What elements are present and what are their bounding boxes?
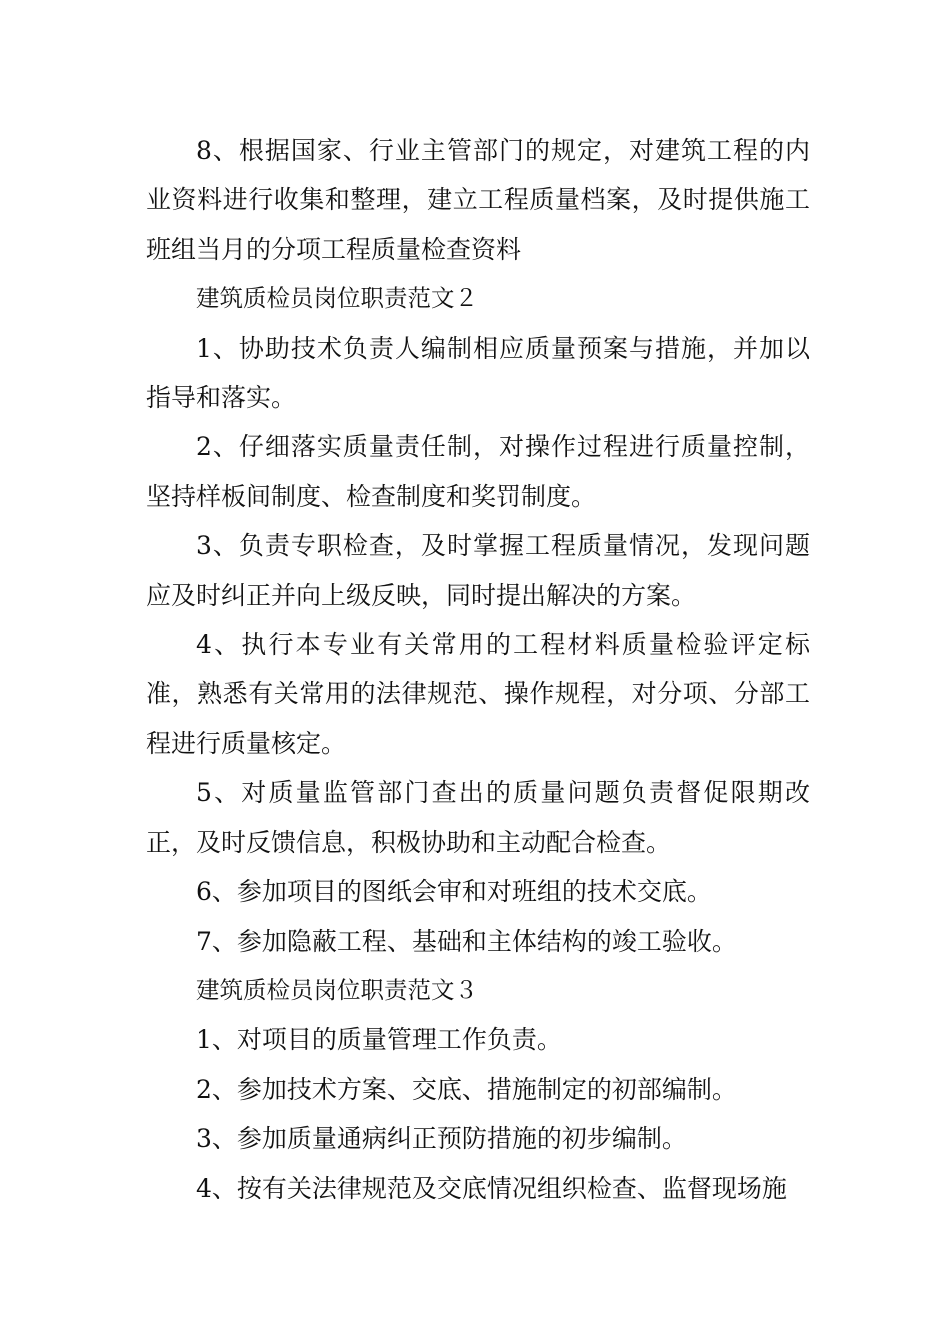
paragraph-1: 8、根据国家、行业主管部门的规定，对建筑工程的内业资料进行收集和整理，建立工程质量档案，及时提供施工班组当月的分项工程质量检查资料 (146, 136, 810, 264)
paragraph-8: 7、参加隐蔽工程、基础和主体结构的竣工验收。 (196, 926, 737, 956)
paragraph-6: 5、对质量监管部门查出的质量问题负责督促限期改正，及时反馈信息，积极协助和主动配合检查。 (146, 778, 810, 857)
paragraph-9: 1、对项目的质量管理工作负责。 (196, 1025, 562, 1055)
paragraph-7: 6、参加项目的图纸会审和对班组的技术交底。 (196, 877, 712, 907)
section-heading-2: 建筑质检员岗位职责范文２ (196, 284, 478, 313)
paragraph-10: 2、参加技术方案、交底、措施制定的初部编制。 (196, 1074, 737, 1104)
paragraph-4: 3、负责专职检查，及时掌握工程质量情况，发现问题应及时纠正并向上级反映，同时提出解决的方案。 (146, 531, 810, 610)
document-page (146, 126, 810, 1213)
paragraph-11: 3、参加质量通病纠正预防措施的初步编制。 (196, 1124, 687, 1154)
paragraph-12: 4、按有关法律规范及交底情况组织检查、监督现场施 (196, 1173, 787, 1203)
section-heading-3: 建筑质检员岗位职责范文３ (196, 975, 478, 1004)
paragraph-2: 1、协助技术负责人编制相应质量预案与措施，并加以指导和落实。 (146, 333, 810, 413)
paragraph-5: 4、执行本专业有关常用的工程材料质量检验评定标准，熟悉有关常用的法律规范、操作规程，对分项、分部工程进行质量核定。 (146, 630, 810, 758)
paragraph-3: 2、仔细落实质量责任制，对操作过程进行质量控制，坚持样板间制度、检查制度和奖罚制度。 (146, 432, 810, 511)
